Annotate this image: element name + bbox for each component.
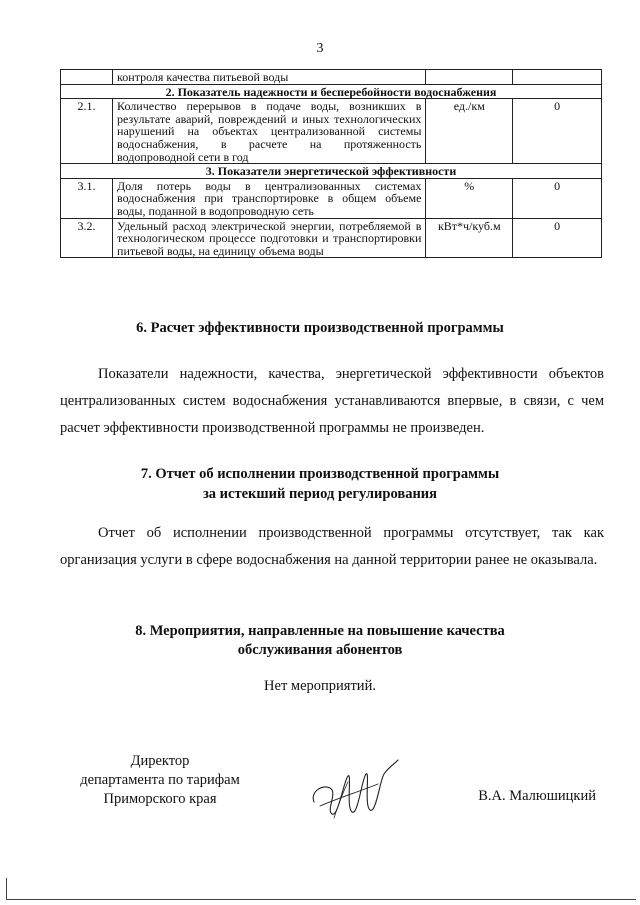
table-cell-num xyxy=(61,70,113,85)
table-section-row xyxy=(61,84,602,99)
table-row xyxy=(61,70,602,85)
section7-heading-line1: 7. Отчет об исполнении производственной программы xyxy=(140,466,500,482)
section6-paragraph: Показатели надежности, качества, энергетической эффективности объектов централизованных систем водоснабжения устанавливаются впервые, в связи, с чем расчет эффективности производственной программы не произведен. xyxy=(60,366,604,436)
section8-text: Нет мероприятий. xyxy=(264,678,376,694)
indicators-table xyxy=(60,69,602,258)
table-cell-desc: Удельный расход электрической энергии, потребляемой в технологическом процессе подготовки и транспортировки питьевой воды, на единицу объема воды xyxy=(113,218,426,258)
table-row xyxy=(61,99,602,164)
page-number: 3 xyxy=(316,41,324,56)
table-cell-value xyxy=(513,70,602,85)
table-cell-num: 3.1. xyxy=(61,178,113,218)
section7-paragraph: Отчет об исполнении производственной программы отсутствует, так как организация услуги в сфере водоснабжения на данной территории ранее не оказывала. xyxy=(60,525,604,568)
table-row xyxy=(61,178,602,218)
signatory-name: В.А. Малюшицкий xyxy=(478,788,596,804)
section2-header: 2. Показатель надежности и бесперебойности водоснабжения xyxy=(61,84,602,99)
section7-heading-line2: за истекший период регулирования xyxy=(202,486,438,502)
table-cell-desc: Доля потерь воды в централизованных системах водоснабжения при транспортировке в общем объеме воды, поданной в водопроводную сеть xyxy=(113,178,426,218)
signatory-title-line1: Директор xyxy=(130,753,190,769)
section8-heading-line2: обслуживания абонентов xyxy=(237,642,403,658)
table-cell-unit: ед./км xyxy=(426,99,513,164)
table-row xyxy=(61,218,602,258)
table-cell-value: 0 xyxy=(513,218,602,258)
signatory-title-line3: Приморского края xyxy=(103,791,217,807)
page-edge-line xyxy=(6,878,7,900)
table-cell-value: 0 xyxy=(513,99,602,164)
page-edge-line xyxy=(6,899,636,900)
handwritten-signature xyxy=(308,758,400,824)
table-cell-unit: % xyxy=(426,178,513,218)
signatory-title-line2: департамента по тарифам xyxy=(80,772,240,788)
table-section-row xyxy=(61,164,602,179)
section8-heading-line1: 8. Мероприятия, направленные на повышение качества xyxy=(135,623,505,639)
table-cell-unit: кВт*ч/куб.м xyxy=(426,218,513,258)
table-cell-num: 3.2. xyxy=(61,218,113,258)
section3-header: 3. Показатели энергетической эффективности xyxy=(61,164,602,179)
table-cell-desc: Количество перерывов в подаче воды, возникших в результате аварий, повреждений и иных технологических нарушений на объектах централизованной системы водоснабжения, в расчете на протяженность водопроводной сети в год xyxy=(113,99,426,164)
table-cell-desc: контроля качества питьевой воды xyxy=(113,70,426,85)
section6-heading: 6. Расчет эффективности производственной программы xyxy=(136,320,504,336)
signatory-title xyxy=(60,752,260,809)
table-cell-unit xyxy=(426,70,513,85)
table-cell-value: 0 xyxy=(513,178,602,218)
table-cell-num: 2.1. xyxy=(61,99,113,164)
